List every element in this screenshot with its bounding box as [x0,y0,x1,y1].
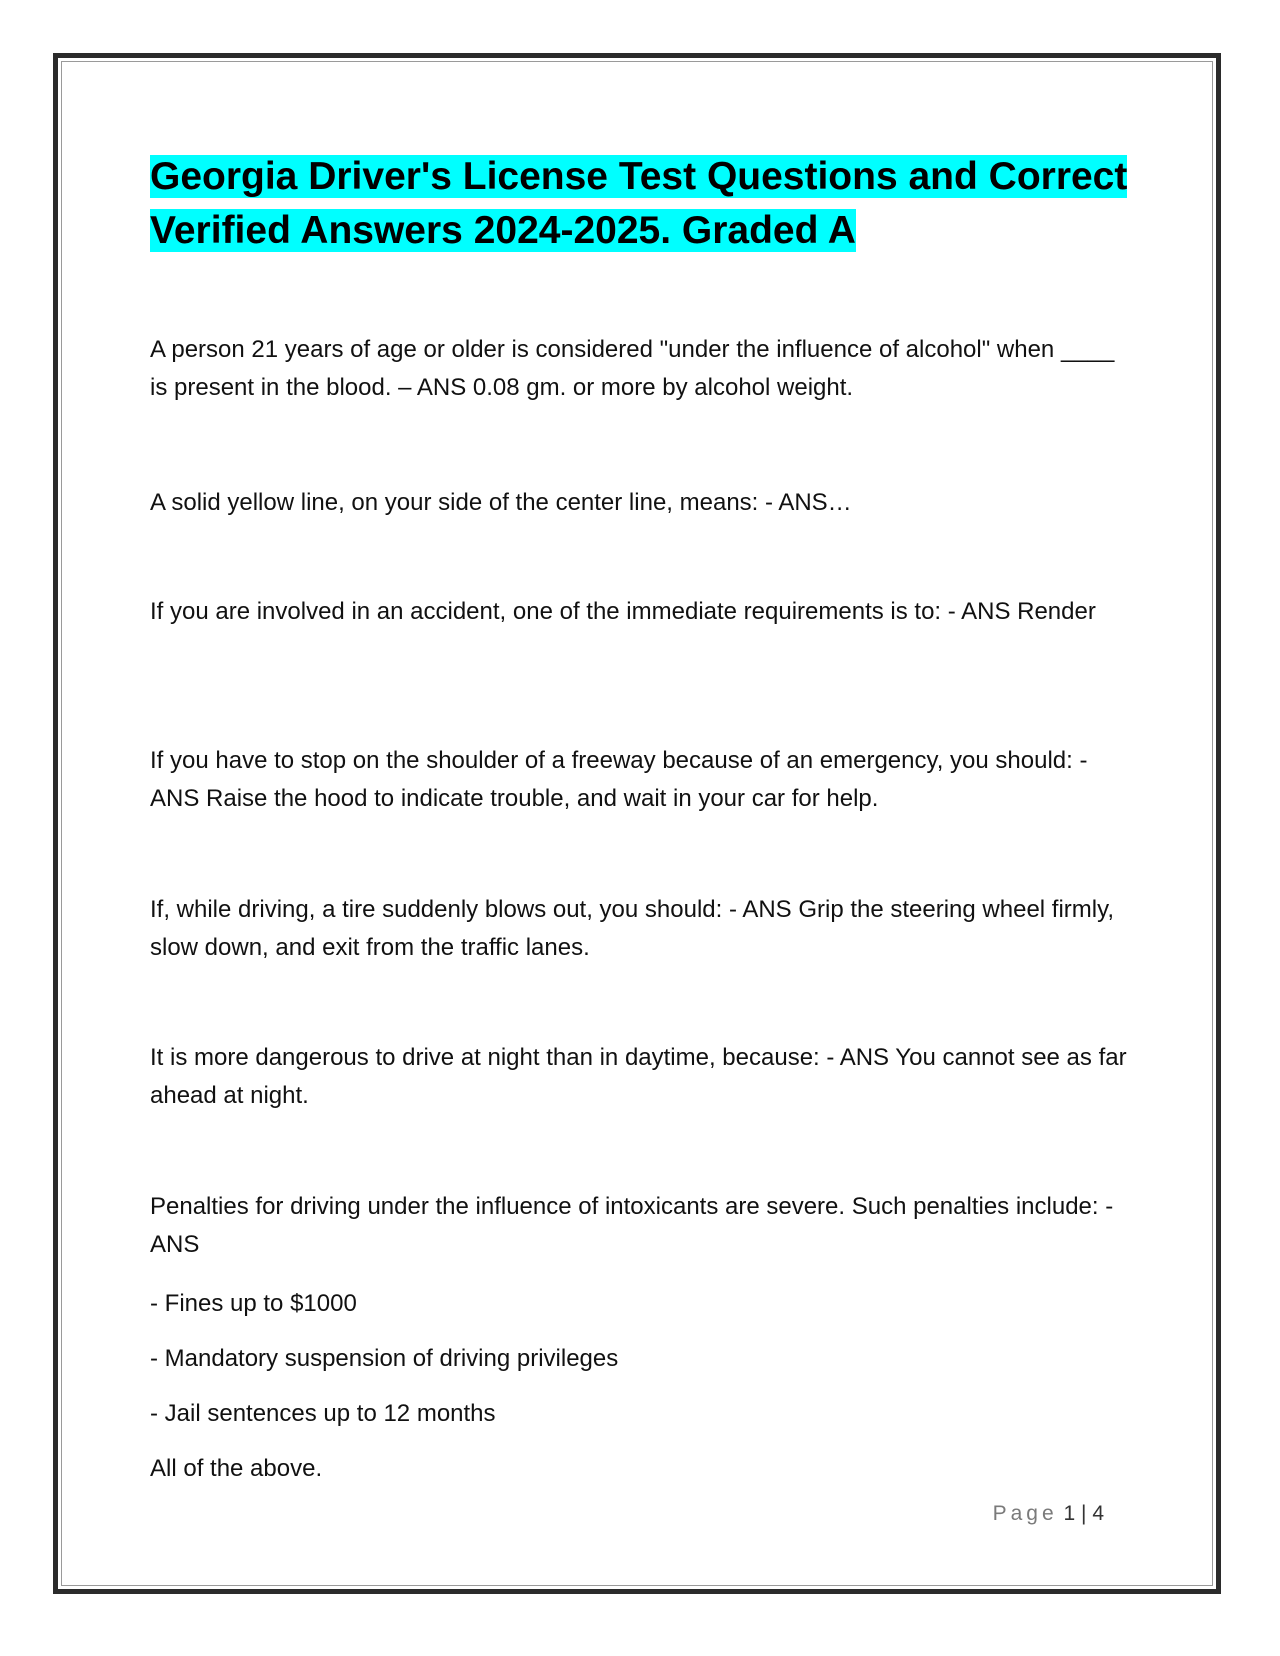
qa-item: If you have to stop on the shoulder of a freeway because of an emergency, you should: - ANS Raise the hood to indicate trouble, and wait in your car for help. [150,747,1088,812]
page-number: 1 [1063,1502,1076,1525]
page-footer [993,1499,1104,1529]
page-separator: | [1081,1502,1087,1525]
qa-item: Penalties for driving under the influence of intoxicants are severe. Such penalties include: - ANS [150,1193,1114,1258]
qa-item: It is more dangerous to drive at night than in daytime, because: - ANS You cannot see as far ahead at night. [150,1044,1127,1109]
title-highlight: Georgia Driver's License Test Questions and Correct Verified Answers 2024-2025. Graded A [150,155,1128,252]
penalty-list-item: - Mandatory suspension of driving privileges [150,1345,619,1372]
qa-item: If you are involved in an accident, one of the immediate requirements is to: - ANS Render [150,598,1096,625]
penalty-list-item: All of the above. [150,1455,323,1482]
document-title [150,150,1130,258]
page-total: 4 [1092,1502,1104,1525]
document-header [150,150,1130,258]
page-label: Page [992,1502,1058,1525]
qa-item: If, while driving, a tire suddenly blows out, you should: - ANS Grip the steering wheel firmly, slow down, and exit from the traffic lanes. [150,896,1114,961]
penalty-list-item: - Jail sentences up to 12 months [150,1400,496,1427]
qa-item: A solid yellow line, on your side of the center line, means: - ANS… [150,489,852,516]
qa-item: A person 21 years of age or older is considered "under the influence of alcohol" when ____ is present in the blood. – ANS 0.08 gm. or more by alcohol weight. [150,336,1115,401]
penalty-list-item: - Fines up to $1000 [150,1290,357,1317]
